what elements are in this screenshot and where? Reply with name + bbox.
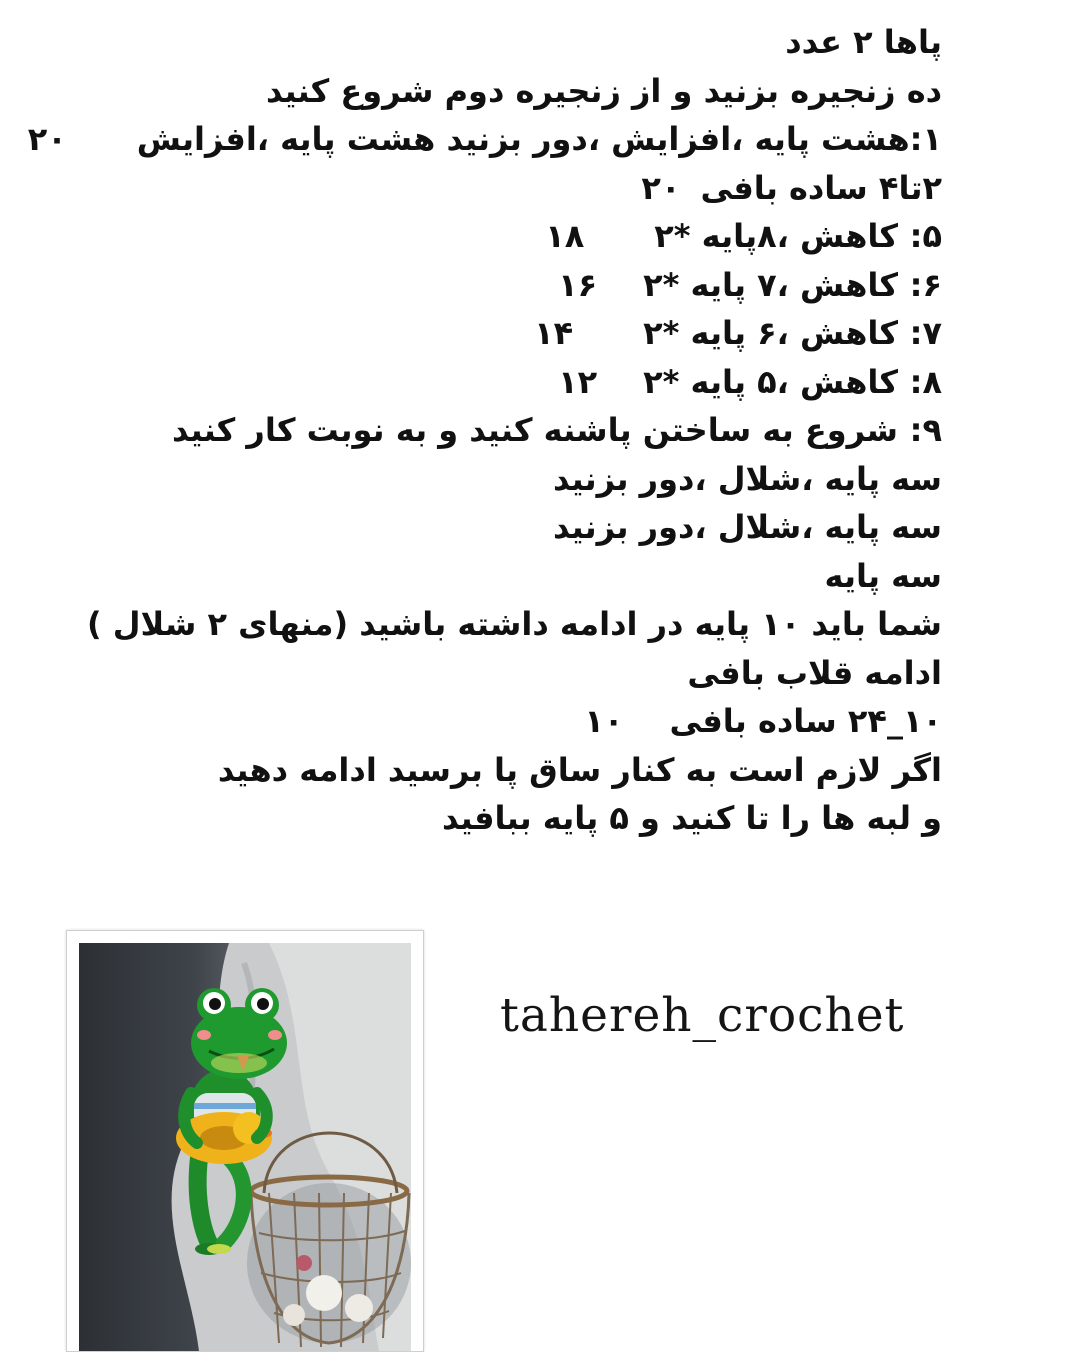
- row-6: [122, 261, 942, 310]
- row-9: [122, 406, 942, 455]
- row-2-4-text: ۲تا۴ ساده بافی: [700, 168, 942, 207]
- stitch-note: شما باید ۱۰ پایه در ادامه داشته باشید (منهای ۲ شلال ): [87, 605, 942, 643]
- ending-line-1: اگر لازم است به کنار ساق پا برسید ادامه دهید: [217, 750, 942, 789]
- row-6-text: کاهش ،۷ پایه *۲: [643, 265, 898, 304]
- heel-step-3: سه پایه: [824, 556, 942, 595]
- row-10-24: [122, 697, 942, 746]
- row-9-text: شروع به ساختن پاشنه کنید و به نوبت کار کنید: [172, 411, 898, 449]
- continue-crochet: ادامه قلاب بافی: [687, 653, 942, 692]
- ending-line-2: و لبه ها را تا کنید و ۵ پایه ببافید: [442, 799, 942, 837]
- row-9-number: ۹:: [909, 411, 942, 449]
- row-10-24-text: ۱۰_۲۴ ساده بافی: [669, 702, 942, 740]
- row-8: [122, 358, 942, 407]
- row-8-number: ۸:: [909, 362, 942, 401]
- row-6-number: ۶:: [909, 265, 942, 304]
- pattern-intro: ده زنجیره بزنید و از زنجیره دوم شروع کنید: [265, 71, 942, 110]
- row-1-count: ۲۰: [27, 120, 67, 158]
- pattern-instructions: [27, 18, 942, 843]
- row-1-text: ۱:هشت پایه ،افزایش ،دور بزنید هشت پایه ،افزایش: [136, 120, 942, 158]
- frog-toy-photo: [79, 943, 411, 1351]
- row-7-count: ۱۴: [534, 314, 574, 352]
- photo-frame: [66, 930, 424, 1352]
- row-7-number: ۷:: [909, 314, 942, 352]
- heel-step-2: سه پایه ،شلال ،دور بزنید: [553, 508, 942, 546]
- brand-handle: tahereh_crochet: [500, 988, 905, 1043]
- row-8-text: کاهش ،۵ پایه *۲: [643, 362, 898, 401]
- heel-step-1: سه پایه ،شلال ،دور بزنید: [553, 459, 942, 498]
- row-5-count: ۱۸: [545, 217, 585, 255]
- row-6-count: ۱۶: [558, 265, 598, 304]
- row-5: [122, 212, 942, 261]
- row-7: [122, 309, 942, 358]
- row-7-text: کاهش ،۶ پایه *۲: [643, 314, 898, 352]
- frog-toy-illustration: [79, 943, 411, 1351]
- row-2-4: [122, 164, 942, 213]
- row-5-text: کاهش ،۸پایه *۲: [654, 217, 898, 255]
- row-1: [27, 115, 942, 164]
- row-10-24-count: ۱۰: [584, 702, 624, 740]
- row-5-number: ۵:: [909, 217, 942, 255]
- row-2-4-count: ۲۰: [641, 168, 681, 207]
- pattern-title: پاها ۲ عدد: [785, 23, 942, 61]
- row-8-count: ۱۲: [558, 362, 598, 401]
